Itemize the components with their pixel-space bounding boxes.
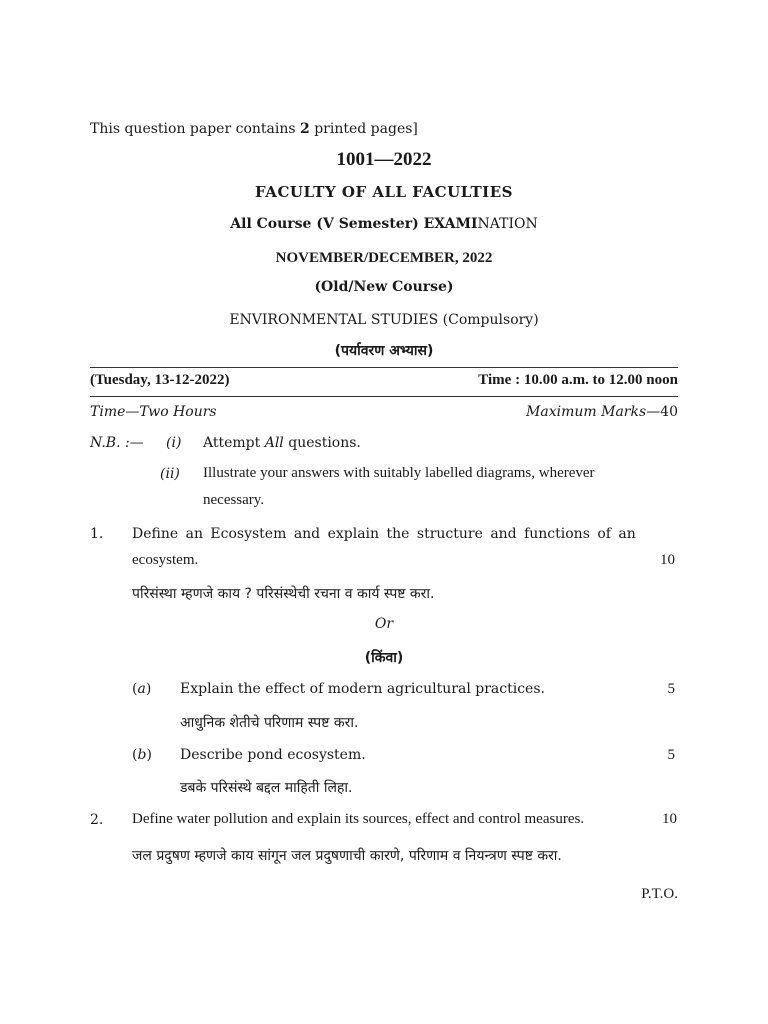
max-marks-label: Maximum Marks	[526, 404, 647, 420]
top-rule	[90, 367, 678, 368]
sub-question-number: (b)	[132, 747, 152, 763]
question-number: 1.	[90, 526, 104, 542]
sub-question-marks: 5	[667, 681, 675, 697]
sub-question-marks: 5	[667, 747, 675, 763]
question-text-marathi: जल प्रदुषण म्हणजे काय सांगून जल प्रदुषणाची कारणे, परिणाम व नियन्त्रण स्पष्ट करा.	[132, 848, 562, 864]
duration: Time—Two Hours	[90, 404, 217, 420]
question-number: 2.	[90, 812, 104, 828]
question-text: Define an Ecosystem and explain the structure and functions of an	[132, 526, 636, 542]
note-text-continued: necessary.	[203, 492, 265, 508]
sub-question-text: Explain the effect of modern agricultural practices.	[180, 681, 545, 697]
note-text-post: questions.	[283, 435, 361, 451]
exam-title-part1: All Course (V Semester) EXAMI	[230, 216, 478, 232]
question-text: Define water pollution and explain its sources, effect and control measures.	[132, 811, 585, 827]
note-text: Illustrate your answers with suitably labelled diagrams, wherever	[203, 465, 595, 481]
course-type: (Old/New Course)	[314, 279, 454, 295]
bottom-rule	[90, 396, 678, 397]
exam-date: (Tuesday, 13-12-2022)	[90, 372, 230, 388]
exam-time: Time : 10.00 a.m. to 12.00 noon	[478, 372, 678, 388]
max-marks-value: —40	[646, 404, 678, 420]
note-num: (i)	[166, 435, 182, 451]
note-text	[203, 435, 361, 451]
question-text-marathi: परिसंस्था म्हणजे काय ? परिसंस्थेची रचना व कार्य स्पष्ट करा.	[132, 586, 435, 602]
nb-label: N.B. :—	[90, 435, 144, 451]
exam-title-part2: NATION	[477, 216, 538, 232]
pages-count: 2	[300, 121, 310, 137]
pages-note-suffix: printed pages]	[309, 121, 418, 137]
exam-title	[0, 216, 768, 232]
note-num: (ii)	[160, 466, 180, 482]
note-text-emphasis: All	[264, 435, 284, 451]
subject-title: ENVIRONMENTAL STUDIES (Compulsory)	[229, 312, 539, 328]
or-separator-marathi: (किंवा)	[364, 650, 404, 666]
question-marks: 10	[662, 811, 677, 827]
question-text-continued: ecosystem.	[132, 552, 199, 568]
pages-note	[90, 121, 418, 137]
question-marks: 10	[660, 552, 675, 568]
paper-code: 1001—2022	[336, 149, 432, 170]
please-turn-over: P.T.O.	[641, 886, 678, 902]
or-separator: Or	[374, 616, 394, 632]
subject-title-marathi: (पर्यावरण अभ्यास)	[334, 343, 434, 359]
note-text-pre: Attempt	[203, 435, 265, 451]
pages-note-text: This question paper contains	[90, 121, 300, 137]
faculty-title: FACULTY OF ALL FACULTIES	[255, 183, 513, 201]
exam-session: NOVEMBER/DECEMBER, 2022	[275, 250, 493, 266]
sub-question-number: (a)	[132, 681, 152, 697]
sub-question-text-marathi: आधुनिक शेतीचे परिणाम स्पष्ट करा.	[180, 715, 359, 731]
max-marks	[418, 404, 678, 420]
sub-question-text: Describe pond ecosystem.	[180, 747, 366, 763]
sub-question-text-marathi: डबके परिसंस्थे बद्दल माहिती लिहा.	[180, 780, 353, 796]
